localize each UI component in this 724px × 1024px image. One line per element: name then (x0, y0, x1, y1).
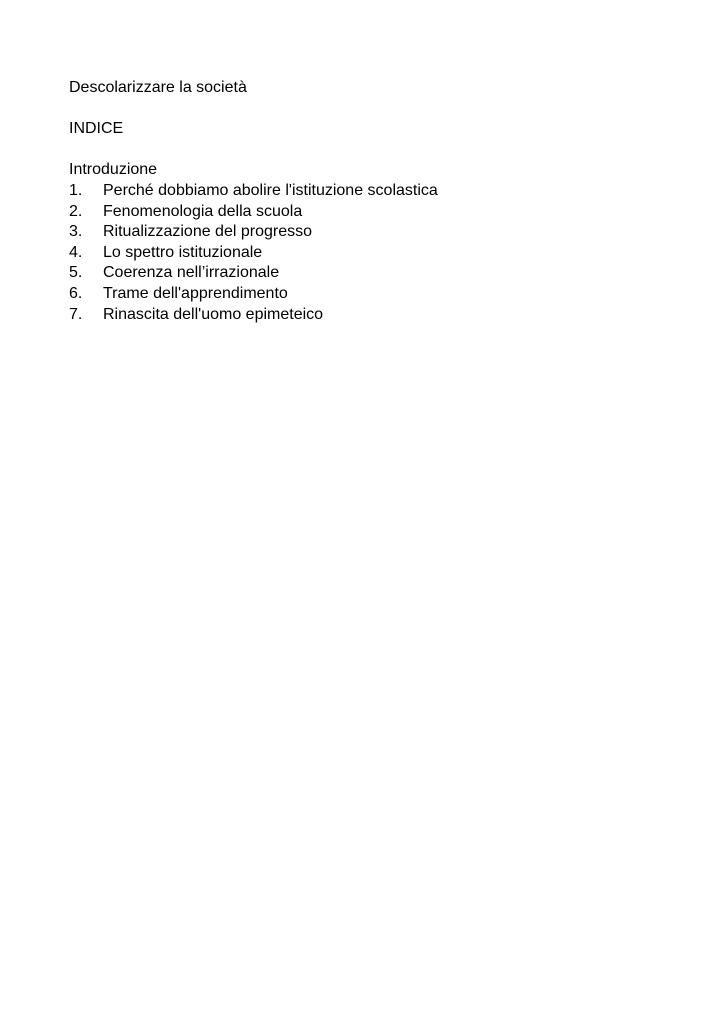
table-of-contents (69, 181, 669, 325)
toc-item-title: Rinascita dell'uomo epimeteico (103, 305, 324, 323)
index-heading: INDICE (69, 120, 124, 138)
toc-item-number: 5. (69, 264, 83, 282)
toc-item-number: 2. (69, 202, 83, 220)
toc-item (69, 243, 669, 264)
toc-item-number: 4. (69, 243, 83, 261)
toc-item-title: Trame dell'apprendimento (103, 284, 288, 302)
toc-item (69, 222, 669, 243)
toc-item (69, 305, 669, 326)
toc-item (69, 202, 669, 223)
toc-item-number: 1. (69, 181, 83, 199)
toc-item (69, 181, 669, 202)
document-title: Descolarizzare la società (69, 79, 247, 96)
toc-item-number: 7. (69, 305, 83, 323)
toc-item-title: Lo spettro istituzionale (103, 243, 263, 261)
toc-item (69, 263, 669, 284)
document-body (69, 78, 669, 325)
toc-item-title: Coerenza nell’irrazionale (103, 264, 280, 282)
toc-item-title: Perché dobbiamo abolire l'istituzione scolastica (103, 181, 438, 199)
toc-item (69, 284, 669, 305)
toc-introduction: Introduzione (69, 161, 158, 179)
toc-item-number: 6. (69, 284, 83, 302)
toc-item-number: 3. (69, 223, 83, 241)
toc-item-title: Ritualizzazione del progresso (103, 223, 312, 241)
toc-item-title: Fenomenologia della scuola (103, 202, 303, 220)
